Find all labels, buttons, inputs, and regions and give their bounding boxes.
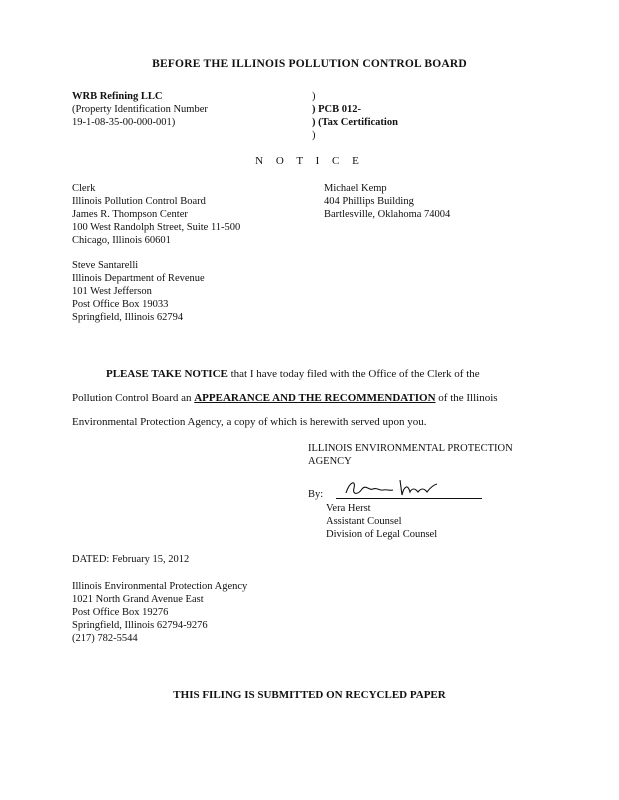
property-id-number: 19-1-08-35-00-000-001): [72, 117, 176, 128]
handwritten-signature: [342, 476, 442, 505]
agency-address: [72, 580, 247, 645]
case-caption-left: [72, 90, 208, 129]
dated-line: DATED: February 15, 2012: [72, 554, 190, 565]
signer-division: Division of Legal Counsel: [326, 529, 438, 540]
address-line: 1021 North Grand Avenue East: [72, 594, 204, 605]
case-type: ) (Tax Certification: [312, 117, 398, 128]
agency-name-line: AGENCY: [308, 456, 352, 467]
signer-details: [326, 502, 437, 541]
caption-bracket: ): [312, 130, 316, 141]
by-label: By:: [308, 489, 324, 500]
notice-line-3: [72, 410, 552, 434]
filing-title: APPEARANCE AND THE RECOMMENDATION: [194, 392, 436, 404]
notice-text: that I have today filed with the Office of the Clerk of the: [227, 368, 480, 380]
signing-agency: [308, 442, 513, 468]
notice-heading: N O T I C E: [255, 155, 364, 167]
recipient-line: Post Office Box 19033: [72, 299, 169, 310]
recipient-line: 100 West Randolph Street, Suite 11-500: [72, 222, 241, 233]
notice-lead-text: PLEASE TAKE NOTICE: [106, 368, 228, 380]
recipient-line: 404 Phillips Building: [324, 196, 414, 207]
address-phone: (217) 782-5544: [72, 633, 138, 644]
signer-name: Vera Herst: [326, 503, 371, 514]
notice-line-2: [72, 386, 552, 410]
recipient-clerk: [72, 182, 240, 247]
property-id-label: (Property Identification Number: [72, 104, 208, 115]
notice-body: [72, 362, 552, 434]
recipient-kemp: [324, 182, 450, 221]
recipient-line: Michael Kemp: [324, 183, 387, 194]
recipient-line: Springfield, Illinois 62794: [72, 312, 184, 323]
recycled-paper-note: THIS FILING IS SUBMITTED ON RECYCLED PAPER: [173, 689, 446, 701]
agency-name-line: ILLINOIS ENVIRONMENTAL PROTECTION: [308, 443, 513, 454]
recipient-line: Illinois Pollution Control Board: [72, 196, 206, 207]
address-line: Post Office Box 19276: [72, 607, 169, 618]
recipient-revenue: [72, 259, 205, 324]
recipient-line: Steve Santarelli: [72, 260, 139, 271]
notice-text: of the Illinois: [435, 392, 498, 404]
case-number: ) PCB 012-: [312, 104, 361, 115]
caption-bracket: ): [312, 91, 316, 102]
board-title: BEFORE THE ILLINOIS POLLUTION CONTROL BOARD: [152, 58, 467, 70]
recipient-line: Clerk: [72, 183, 96, 194]
notice-text: Pollution Control Board an: [72, 392, 195, 404]
recipient-line: Illinois Department of Revenue: [72, 273, 205, 284]
notice-text: Environmental Protection Agency, a copy of which is herewith served upon you.: [72, 416, 427, 428]
address-line: Springfield, Illinois 62794-9276: [72, 620, 208, 631]
recipient-line: James R. Thompson Center: [72, 209, 188, 220]
petitioner-name: WRB Refining LLC: [72, 91, 163, 102]
notice-line-1: [72, 362, 552, 386]
signer-title: Assistant Counsel: [326, 516, 402, 527]
recipient-line: Bartlesville, Oklahoma 74004: [324, 209, 451, 220]
case-caption-right: [312, 90, 398, 142]
address-line: Illinois Environmental Protection Agency: [72, 581, 248, 592]
recipient-line: Chicago, Illinois 60601: [72, 235, 171, 246]
recipient-line: 101 West Jefferson: [72, 286, 152, 297]
